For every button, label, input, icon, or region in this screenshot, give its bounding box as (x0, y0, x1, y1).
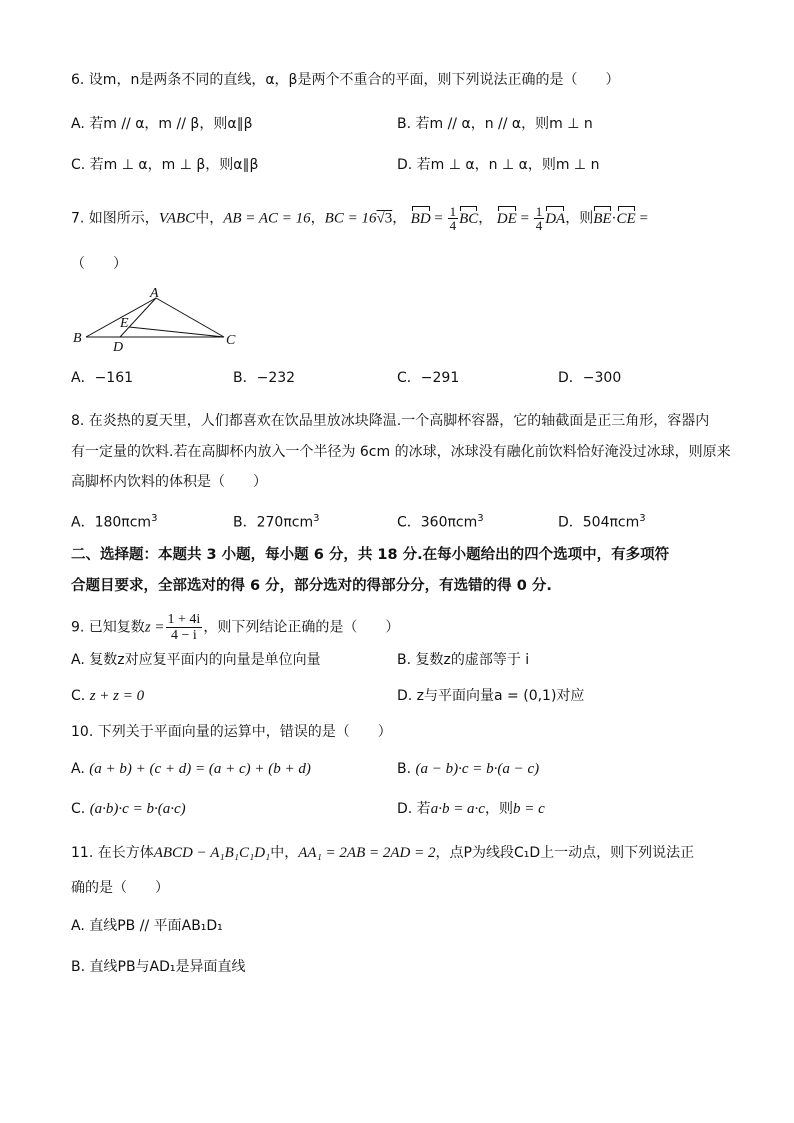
q7-frac2: $\frac{1}{4}$ (535, 204, 543, 233)
q7-option-b: B．−232 (233, 370, 296, 386)
q8-line1: 8. 在炎热的夏天里，人们都喜欢在饮品里放冰块降温.一个高脚杯容器，它的轴截面是正三角形，容器内 (71, 413, 710, 429)
section2-line1: 二、选择题：本题共 3 小题，每小题 6 分，共 18 分.在每小题给出的四个选项中，有多项符 (71, 547, 670, 563)
q8-option-a: A．180πcm$^3$ (71, 513, 158, 531)
q11-solid: ABCD − A₁B₁C₁D₁ (153, 845, 271, 861)
q7-eq1: AB = AC = 16 (223, 210, 311, 227)
label-d: D (113, 340, 124, 355)
q9-option-a: A. 复数z对应复平面内的向量是单位向量 (71, 652, 321, 668)
q6-option-b: B. 若m // α，n // α，则m ⊥ n (397, 116, 593, 132)
q7-triangle: VABC (158, 210, 196, 227)
section2-line2: 合题目要求，全部选对的得 6 分，部分选对的得部分分，有选错的得 0 分. (71, 578, 552, 594)
q8-line2: 有一定量的饮料.若在高脚杯内放入一个半径为 6cm 的冰球，冰球没有融化前饮料恰好淹没过冰球，则原来 (71, 444, 731, 460)
q7-vec-ce: CE (616, 210, 636, 227)
q7-vec-be: BE (593, 210, 612, 227)
q7-frac1: $\frac{1}{4}$ (449, 204, 457, 233)
q10-stem: 10. 下列关于平面向量的运算中，错误的是（ ） (71, 724, 392, 740)
q7-option-c: C．−291 (397, 370, 460, 386)
q8-option-b: B．270πcm$^3$ (233, 513, 320, 531)
q9-z: z = (144, 619, 165, 636)
q7-sqrt: √3 (376, 210, 393, 227)
q7-paren: （ ） (71, 256, 127, 272)
q10-option-d: D. 若a·b = a·c，则b = c (397, 801, 545, 817)
q11-line2: 确的是（ ） (71, 880, 169, 896)
q7-vec-da: DA (545, 210, 566, 227)
q7-stem: 7. 如图所示，VABC中，AB = AC = 16，BC = 16√3， BD = $\frac{1}{4}$ BC， DE = $\frac{1}{4}$ DA，则BE·CE = (71, 204, 648, 233)
q7-option-d: D．−300 (558, 370, 622, 386)
q11-option-b: B. 直线PB与AD₁是异面直线 (71, 959, 246, 975)
q11-line1: 11. 在长方体ABCD − A₁B₁C₁D₁中，AA₁ = 2AB = 2AD = 2，点P为线段C₁D上一动点，则下列说法正 (71, 845, 695, 861)
q7-eq2: BC = 16 (324, 210, 377, 227)
q7-triangle-figure (66, 285, 246, 355)
q9-option-b: B. 复数z的虚部等于 i (397, 652, 530, 668)
q6-option-d: D. 若m ⊥ α，n ⊥ α，则m ⊥ n (397, 157, 600, 173)
q9-fraction: $\frac{1 + 4i}{4 - i}$ (167, 612, 201, 643)
label-c: C (226, 333, 236, 348)
label-b: B (73, 331, 82, 346)
q7-vec-bc: BC (459, 210, 479, 227)
q7-vec-de: DE (496, 210, 517, 227)
q8-option-d: D．504πcm$^3$ (558, 513, 646, 531)
q6-option-c: C. 若m ⊥ α，m ⊥ β，则α∥β (71, 157, 259, 173)
q9-stem: 9. 已知复数z = $\frac{1 + 4i}{4 - i}$ ，则下列结论正确的是（ ） (71, 612, 400, 643)
q7-vec-bd: BD (410, 210, 431, 227)
label-a: A (150, 286, 159, 301)
q7-mid: 中， (195, 210, 224, 227)
q9-option-d: D. z与平面向量a = (0,1)对应 (397, 688, 585, 704)
q10-option-a: A. (a + b) + (c + d) = (a + c) + (b + d) (71, 761, 311, 777)
q9-option-c: C. z + z = 0 (71, 688, 145, 704)
q10-option-c: C. (a·b)·c = b·(a·c) (71, 801, 186, 817)
q7-option-a: A．−161 (71, 370, 134, 386)
q10-option-b: B. (a − b)·c = b·(a − c) (397, 761, 540, 777)
q11-option-a: A. 直线PB // 平面AB₁D₁ (71, 918, 223, 934)
q7-prefix: 7. 如图所示， (71, 210, 159, 227)
q6-option-a: A. 若m // α，m // β，则α∥β (71, 116, 253, 132)
q8-option-c: C．360πcm$^3$ (397, 513, 484, 531)
q11-eq: AA₁ = 2AB = 2AD = 2 (298, 845, 436, 861)
q8-line3: 高脚杯内饮料的体积是（ ） (71, 474, 267, 490)
q6-stem: 6. 设m，n是两条不同的直线，α，β是两个不重合的平面，则下列说法正确的是（ ） (71, 72, 620, 88)
label-e: E (120, 316, 129, 331)
